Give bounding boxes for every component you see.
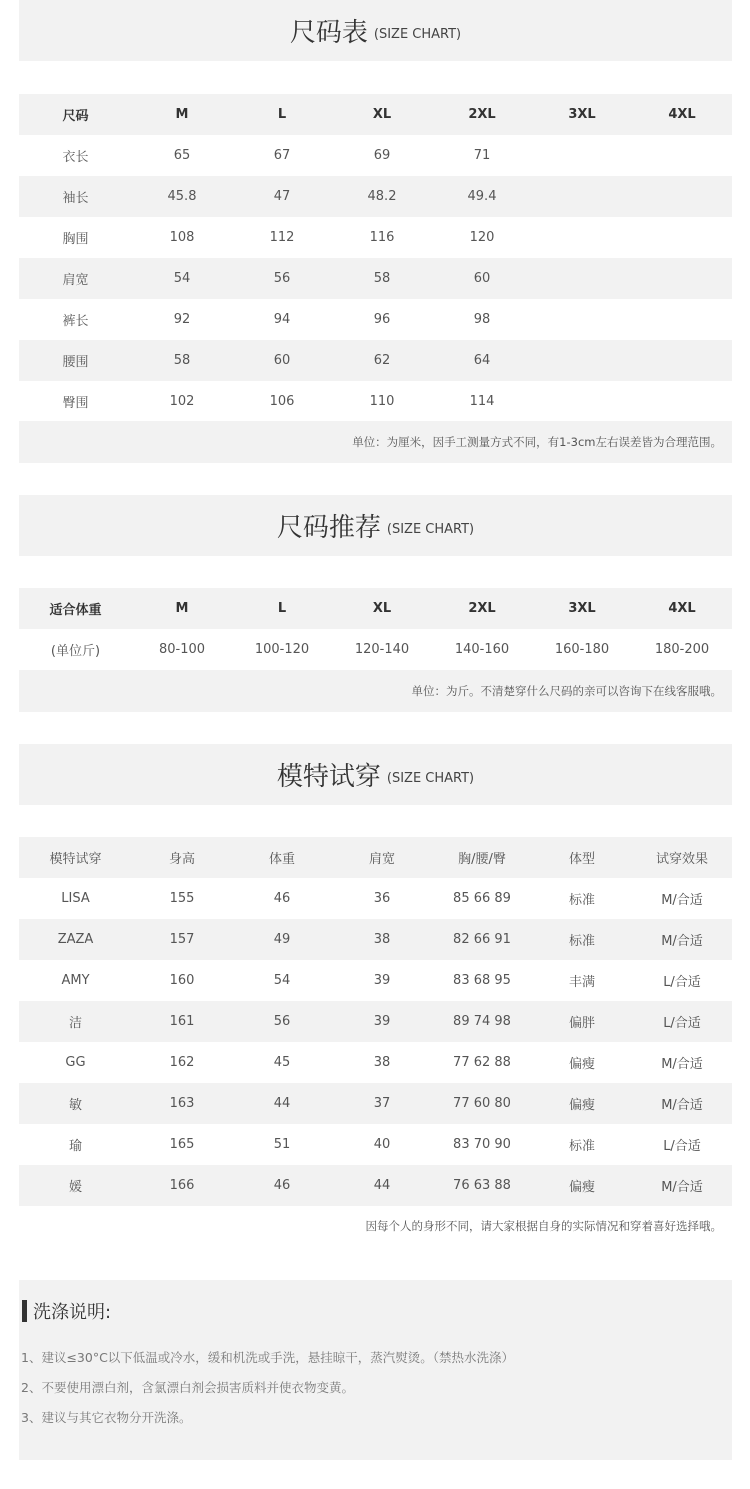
table-cell: 敏 (19, 1083, 132, 1124)
table-cell: 108 (169, 230, 195, 245)
table-cell: GG (65, 1055, 86, 1070)
table-cell: L/合适 (663, 975, 701, 990)
table-row (19, 1124, 732, 1165)
table-cell: M/合适 (661, 893, 703, 908)
header-cell: 2XL (432, 588, 532, 629)
table-row (19, 299, 732, 340)
table-cell: M/合适 (661, 1057, 703, 1072)
table-row (19, 1042, 732, 1083)
recommend-title: 尺码推荐 (276, 513, 381, 543)
table-cell (632, 381, 732, 422)
table-cell (532, 176, 632, 217)
table-row (19, 1165, 732, 1206)
header-cell: 3XL (532, 588, 632, 629)
table-row (19, 629, 732, 670)
table-cell: 臀围 (62, 396, 89, 411)
table-cell: 37 (332, 1083, 432, 1124)
table-cell (532, 299, 632, 340)
table-cell: 39 (332, 1001, 432, 1042)
recommend-subtitle: (SIZE CHART) (386, 522, 475, 537)
table-cell: 60 (432, 258, 532, 299)
header-cell: M (132, 588, 232, 629)
table-cell: 肩宽 (19, 258, 132, 299)
table-row (19, 176, 732, 217)
table-cell: 120 (469, 230, 495, 245)
table-cell: 偏瘦 (532, 1165, 632, 1206)
header-cell: L (232, 94, 332, 135)
table-cell: 114 (469, 394, 495, 409)
size-chart-title: 尺码表 (289, 18, 368, 48)
table-cell: 89 74 98 (432, 1001, 532, 1042)
table-cell: 48.2 (332, 176, 432, 217)
header-cell: L (232, 588, 332, 629)
table-cell: 76 63 88 (432, 1165, 532, 1206)
table-cell: 112 (269, 230, 295, 245)
size-chart-header-row (19, 94, 732, 135)
table-cell: 38 (373, 1055, 391, 1070)
table-cell: 166 (132, 1165, 232, 1206)
table-cell: (单位斤) (50, 644, 101, 659)
table-cell (632, 299, 732, 340)
table-cell: 82 66 91 (432, 919, 532, 960)
table-cell: 衣长 (62, 150, 89, 165)
table-cell: ZAZA (19, 919, 132, 960)
table-cell: 60 (232, 340, 332, 381)
table-row (19, 1083, 732, 1124)
table-cell: 标准 (568, 1139, 595, 1154)
table-cell: 45.8 (132, 176, 232, 217)
table-cell: 165 (169, 1137, 195, 1152)
table-row (19, 135, 732, 176)
table-row (19, 381, 732, 422)
table-cell: L/合适 (663, 1139, 701, 1154)
size-chart-table (19, 94, 732, 422)
header-cell: XL (332, 94, 432, 135)
table-cell (532, 135, 632, 176)
header-cell: 体重 (232, 837, 332, 878)
table-row (19, 878, 732, 919)
table-cell: 40 (373, 1137, 391, 1152)
table-cell: 83 70 90 (453, 1137, 511, 1152)
table-cell: 44 (232, 1083, 332, 1124)
table-cell: 58 (132, 340, 232, 381)
size-chart-subtitle: (SIZE CHART) (373, 27, 462, 42)
header-cell: 尺码 (19, 94, 132, 135)
table-cell: 44 (332, 1165, 432, 1206)
table-cell (632, 258, 732, 299)
table-cell: 39 (373, 973, 391, 988)
recommend-title-band (19, 495, 732, 556)
table-cell (632, 135, 732, 176)
washing-title: 洗涤说明: (33, 1302, 112, 1323)
model-subtitle: (SIZE CHART) (386, 771, 475, 786)
table-cell: 96 (373, 312, 391, 327)
table-cell: 85 66 89 (453, 891, 511, 906)
model-title: 模特试穿 (276, 762, 381, 792)
table-cell: 袖长 (19, 176, 132, 217)
table-cell: 54 (132, 258, 232, 299)
table-cell: 49.4 (432, 176, 532, 217)
table-cell: 丰满 (568, 975, 595, 990)
header-cell: 3XL (532, 94, 632, 135)
washing-item: 3、建议与其它衣物分开洗涤。 (21, 1410, 192, 1425)
table-cell: 瑜 (68, 1139, 82, 1154)
table-cell: 94 (273, 312, 291, 327)
header-cell: 肩宽 (332, 837, 432, 878)
header-cell: 身高 (132, 837, 232, 878)
size-chart-note: 单位：为厘米，因手工测量方式不同，有1-3cm左右误差皆为合理范围。 (19, 421, 732, 463)
table-cell: 47 (232, 176, 332, 217)
washing-panel (19, 1280, 732, 1460)
table-cell: M/合适 (632, 1165, 732, 1206)
table-cell: 71 (473, 148, 491, 163)
table-cell: 140-160 (454, 642, 510, 657)
header-cell: 模特试穿 (19, 837, 132, 878)
table-cell: 38 (332, 919, 432, 960)
table-cell: L/合适 (632, 1001, 732, 1042)
washing-title-bar (22, 1300, 27, 1322)
table-cell: 161 (132, 1001, 232, 1042)
table-cell: 83 68 95 (453, 973, 511, 988)
table-cell: 77 62 88 (453, 1055, 511, 1070)
header-cell: 适合体重 (19, 588, 132, 629)
table-cell: LISA (61, 891, 90, 906)
model-table (19, 837, 732, 1206)
table-cell: 98 (473, 312, 491, 327)
table-cell: 110 (369, 394, 395, 409)
table-cell: 46 (273, 891, 291, 906)
table-cell: 56 (232, 258, 332, 299)
table-row (19, 960, 732, 1001)
table-cell: M/合适 (632, 919, 732, 960)
header-cell: 4XL (632, 94, 732, 135)
header-cell: M (132, 94, 232, 135)
table-cell: 媛 (19, 1165, 132, 1206)
table-cell: 155 (169, 891, 195, 906)
table-cell: 51 (273, 1137, 291, 1152)
table-cell: 92 (173, 312, 191, 327)
recommend-note: 单位：为斤。不清楚穿什么尺码的亲可以咨询下在线客服哦。 (19, 670, 732, 712)
table-cell: 36 (373, 891, 391, 906)
table-cell: 腰围 (19, 340, 132, 381)
table-cell: 标准 (568, 893, 595, 908)
table-cell: 67 (273, 148, 291, 163)
table-cell: 106 (269, 394, 295, 409)
table-cell: 46 (232, 1165, 332, 1206)
table-cell: 80-100 (158, 642, 206, 657)
table-cell (632, 176, 732, 217)
table-cell: 64 (432, 340, 532, 381)
model-note: 因每个人的身形不同，请大家根据自身的实际情况和穿着喜好选择哦。 (365, 1219, 722, 1233)
model-header-row (19, 837, 732, 878)
table-cell (632, 217, 732, 258)
table-cell (532, 340, 632, 381)
table-cell: 45 (273, 1055, 291, 1070)
table-cell: 160 (169, 973, 195, 988)
table-row (19, 919, 732, 960)
table-cell: 162 (169, 1055, 195, 1070)
size-chart-title-band (19, 0, 732, 61)
table-cell: 裤长 (62, 314, 89, 329)
recommend-table (19, 588, 732, 670)
table-cell: 65 (173, 148, 191, 163)
table-cell (532, 258, 632, 299)
table-cell: 100-120 (254, 642, 310, 657)
table-row (19, 1001, 732, 1042)
table-cell: 56 (232, 1001, 332, 1042)
table-cell: 54 (273, 973, 291, 988)
table-cell: 偏瘦 (568, 1057, 595, 1072)
header-cell: 胸/腰/臀 (432, 837, 532, 878)
recommend-header-row (19, 588, 732, 629)
table-cell: 58 (332, 258, 432, 299)
header-cell: 4XL (632, 588, 732, 629)
table-cell: 116 (369, 230, 395, 245)
table-row (19, 258, 732, 299)
table-cell: 偏胖 (532, 1001, 632, 1042)
table-cell (532, 217, 632, 258)
table-cell: AMY (61, 973, 90, 988)
header-cell: 2XL (432, 94, 532, 135)
table-row (19, 217, 732, 258)
table-cell: 157 (132, 919, 232, 960)
washing-item: 1、建议≤30°C以下低温或冷水，缓和机洗或手洗，悬挂晾干，蒸汽熨烫。（禁热水洗涤） (21, 1350, 515, 1365)
table-row (19, 340, 732, 381)
table-cell: 180-200 (654, 642, 710, 657)
header-cell: XL (332, 588, 432, 629)
table-cell: 胸围 (62, 232, 89, 247)
header-cell: 试穿效果 (632, 837, 732, 878)
table-cell: 洁 (19, 1001, 132, 1042)
model-title-band (19, 744, 732, 805)
table-cell: 62 (332, 340, 432, 381)
table-cell: 102 (169, 394, 195, 409)
header-cell: 体型 (532, 837, 632, 878)
table-cell: M/合适 (632, 1083, 732, 1124)
washing-title-row (22, 1298, 111, 1324)
table-cell: 160-180 (554, 642, 610, 657)
table-cell (632, 340, 732, 381)
table-cell: 120-140 (354, 642, 410, 657)
washing-item: 2、不要使用漂白剂，含氯漂白剂会损害质料并使衣物变黄。 (21, 1380, 354, 1395)
table-cell: 69 (373, 148, 391, 163)
table-cell: 49 (232, 919, 332, 960)
table-cell: 偏瘦 (532, 1083, 632, 1124)
table-cell (532, 381, 632, 422)
table-cell: 163 (132, 1083, 232, 1124)
table-cell: 77 60 80 (432, 1083, 532, 1124)
table-cell: 标准 (532, 919, 632, 960)
